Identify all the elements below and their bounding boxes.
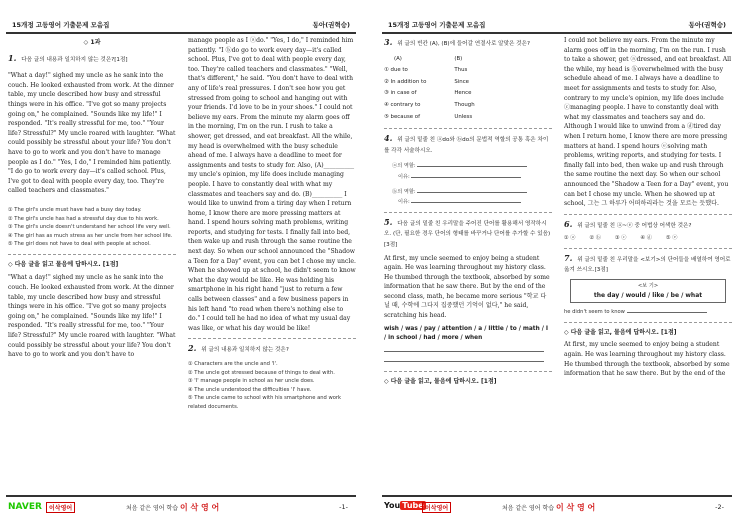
divider (8, 254, 176, 255)
passage-text: I could not believe my ears. From the minute my alarm goes off in the morning, I'm on the run. I rush to take a shower, get ⓐdressed, and eat breakfast. All the while, my head is ⓑoverwhelmed with the busy schedule ahead of me. I always have a deadline to meet for assignments and tests to study for. Also, contrary to my uncle's opinion, my life does include ⓒmanaging people. I have to constantly deal with what my classmates and teachers say and do. Although I would like to unwind from a ⓓtired day when I return home, I know there are more pressing matters at hand. I spend hours ⓔsolving math problems, writing reports, and studying for tests. I finally fall into bed, then wake up and rush through the same routine the next day. So when our school announced the "Shadow a Teen for a Day" event, you can bet I chose my uncle. When he showed up at school, 그는 그 하루가 어떠하리라는 것을 모르는 듯했다. (564, 37, 732, 208)
answer-option[interactable]: ③ ⓒ (615, 235, 627, 242)
answer-field[interactable] (384, 345, 552, 356)
logo-tube: Tube (402, 501, 424, 510)
page-number: -2- (715, 503, 724, 511)
answer-option[interactable]: ③ The girl's uncle doesn't understand her school life very well. (8, 224, 171, 231)
brand-logo: 이삭영어 (422, 502, 451, 513)
question-instruction: 위 글의 내용과 일치하지 않는 것은? (201, 347, 289, 354)
question-6-heading: ◇ 다음 글을 읽고, 물음에 답하시오. [1점] (384, 378, 497, 386)
divider (384, 128, 552, 129)
answer-label: 이유: (398, 199, 410, 206)
question-1-heading (8, 54, 176, 66)
question-instruction: 위 글의 밑줄 친 우리말을 <보기>의 단어들을 배열하여 영어로 옮겨 쓰시오.[3점] (564, 256, 731, 274)
question-8-heading: ◇ 다음 글을 읽고, 물음에 답하시오. [1점] (564, 328, 677, 336)
page-1 (4, 0, 360, 525)
page-footer (382, 495, 732, 517)
answer-field[interactable] (564, 306, 732, 317)
answer-option[interactable]: ① ⓐ (564, 235, 576, 242)
passage-text: At first, my uncle seemed to enjoy being a student again. He was learning throughout my history class. He thumbed through the textbook, absorbed by some information that he saw there. But by the end of the (564, 341, 730, 378)
answer-option[interactable]: ① The girl's uncle must have had a busy day today. (8, 206, 142, 213)
option-a: ② In addition to (384, 78, 427, 85)
answer-line[interactable] (627, 306, 707, 313)
youtube-logo[interactable] (384, 501, 426, 510)
word-bank: wish / was / pay / attention / a / little / to / math / I / in school / had / more / when (384, 325, 549, 342)
answer-field-a[interactable] (392, 160, 552, 171)
word-box-title: <보 기> (637, 283, 659, 290)
table-row[interactable] (384, 77, 483, 89)
answer-line[interactable] (417, 186, 527, 193)
answer-line[interactable] (411, 196, 521, 203)
column-header: (A) (394, 55, 402, 62)
header-publisher: 동아(권혁승) (688, 21, 726, 29)
option-b: Hence (454, 90, 472, 97)
answer-option[interactable]: ③ 'I' manage people in school as her uncle does. (188, 378, 315, 385)
page-header (382, 18, 732, 34)
table-row[interactable] (384, 65, 483, 77)
answer-option[interactable]: ② ⓑ (589, 235, 601, 242)
page-number: -1- (339, 503, 348, 511)
divider (384, 371, 552, 372)
question-instruction: 위 글의 빈칸 (A), (B)에 들어갈 연결사로 알맞은 것은? (397, 41, 530, 47)
question-2-subheading (188, 344, 356, 356)
footer-tagline (502, 502, 595, 513)
answer-option[interactable]: ④ ⓓ (640, 235, 652, 242)
divider (564, 322, 732, 323)
brand-name: 이 삭 영 어 (556, 503, 596, 512)
footer-tagline (126, 502, 219, 513)
right-column (564, 36, 732, 380)
header-title: 15개정 고등영어 기출문제 모음집 (388, 21, 486, 29)
tagline-text: 처음 같은 영어 학습 (126, 505, 179, 512)
question-instruction: 다음 글의 내용과 일치하지 않는 것은?[1점] (21, 56, 128, 63)
header-publisher: 동아(권혁승) (312, 21, 350, 29)
option-a: ⑤ because of (384, 113, 421, 120)
answer-label: ⓐ의 역할: (392, 163, 416, 170)
question-number: 7. (564, 252, 573, 263)
column-header: (B) (454, 55, 463, 62)
question-2-heading: ◇ 다음 글을 읽고 물음에 답하시오. [1점] (8, 260, 119, 268)
table-header-row (384, 54, 483, 66)
question-6-subheading (564, 220, 732, 232)
lesson-label: ◇ 1과 (83, 39, 101, 46)
passage-text: At first, my uncle seemed to enjoy being a student again. He was learning throughout my history class. He thumbed through the textbook, absorbed by some information that he saw there. But by the end of the second class, math, he became more serious "학교 다닐 때, 수학에 그다지 집중했던 기억이 없다," he said, scratching his head. (384, 254, 550, 320)
answer-line[interactable] (384, 345, 544, 352)
brand-logo: 이삭영어 (46, 502, 75, 513)
connector-options-table (384, 54, 483, 124)
answer-options (564, 234, 732, 243)
left-column (8, 38, 176, 361)
answer-line[interactable] (417, 160, 527, 167)
divider (564, 214, 732, 215)
answer-label: 이유: (398, 173, 410, 180)
answer-option[interactable]: ④ The girl has as much stress as her uncle from her school life. (8, 232, 173, 239)
option-b: Since (454, 78, 469, 85)
question-number: 3. (384, 37, 393, 47)
option-b: Though (454, 101, 475, 108)
answer-option[interactable]: ④ The uncle understood the difficulties 'I' have. (188, 386, 312, 393)
page-header (6, 18, 356, 34)
passage-text: "What a day!" sighed my uncle as he sank into the couch. He looked exhausted from work. At the dinner table, my uncle described how busy and stressful things were in his office. "I've got so many projects going on," he complained. "Sounds like my life!" I responded. "It's really stressful for me, too." "Your life? Stressful?" My uncle roared with laughter. "What could possibly be stressful about your life? You don't have to go to work and you don't have to manage people as I do." "Yes, I do," I reminded him patiently. "I do go to work every day—it's called school. Plus, I've got to deal with people every day, too. They're called teachers and classmates." (8, 72, 176, 195)
answer-options (188, 360, 356, 412)
question-5-heading (384, 218, 552, 251)
left-column (384, 38, 552, 388)
question-instruction: 위 글의 밑줄 친 ⓐdo와 ⓑdo의 문법적 역할의 공통 혹은 차이를 각각 서술하시오. (384, 137, 549, 154)
answer-label: ⓑ의 역할: (392, 188, 416, 195)
table-row[interactable] (384, 100, 483, 112)
naver-logo[interactable]: NAVER (8, 502, 42, 512)
answer-options (8, 206, 176, 249)
answer-line[interactable] (411, 171, 521, 178)
tagline-text: 처음 같은 영어 학습 (502, 505, 555, 512)
option-b: Thus (454, 67, 468, 74)
answer-option[interactable]: ⑤ ⓔ (666, 235, 678, 242)
answer-field-b[interactable] (392, 186, 552, 197)
word-box-words: the day / would / like / be / what (593, 291, 703, 299)
brand-name: 이 삭 영 어 (180, 503, 220, 512)
answer-field-a-reason[interactable] (398, 171, 552, 182)
passage-text: "What a day!" sighed my uncle as he sank into the couch. He looked exhausted from work. At the dinner table, my uncle described how busy and stressful things were in his office. "I've got so many projects going on," he complained. "Sounds like my life!" I responded. "It's really stressful for me, too." "Your life? Stressful?" My uncle roared with laughter. "What could possibly be stressful about your life? You don't have to go to work and you don't have to (8, 274, 176, 359)
option-a: ③ in case of (384, 90, 417, 97)
question-number: 6. (564, 218, 573, 229)
answer-option[interactable]: ① Characters are the uncle and 'I'. (188, 361, 278, 367)
divider (564, 248, 732, 249)
page-footer (6, 495, 356, 517)
question-number: 4. (384, 133, 393, 144)
question-number: 2. (188, 343, 197, 354)
question-4-heading (384, 134, 552, 156)
table-row[interactable] (384, 112, 483, 124)
divider (188, 338, 356, 339)
question-7-heading (564, 254, 732, 276)
question-3-heading (384, 38, 552, 50)
answer-field[interactable] (384, 355, 552, 366)
answer-option[interactable]: ② The girl's uncle has had a stressful day due to his work. (8, 215, 159, 222)
page-2 (380, 0, 736, 525)
answer-option[interactable]: ⑤ The girl does not have to deal with people at school. (8, 241, 151, 248)
logo-you: You (384, 501, 401, 510)
option-b: Unless (454, 113, 473, 120)
answer-option[interactable]: ⑤ The uncle came to school with his smartphone and work related documents. (188, 395, 342, 410)
answer-line[interactable] (384, 355, 544, 362)
divider (384, 212, 552, 213)
word-box (570, 279, 726, 303)
question-instruction: 위 글의 밑줄 친 ⓐ~ⓔ 중 어법상 어색한 것은? (577, 222, 692, 229)
option-a: ① due to (384, 67, 408, 74)
option-a: ④ contrary to (384, 101, 421, 108)
passage-text: manage people as I ⓐdo." "Yes, I do," I reminded him patiently. "I ⓑdo go to work every day—it's called school. Plus, I've got to deal with people every day, too. They're called teachers and classmates." "Well, that's different," he said. "You don't have to deal with any of life's real pressures. I don't see how you get stressed from going to school and hanging out with your friends. I'd love to be in your shoes." I could not believe my ears. From the minute my alarm goes off in the morning, I'm on the run. I rush to take a shower, get dressed, and eat breakfast. All the while, my head is overwhelmed with the busy schedule ahead of me. I always have a deadline to meet for assignments and tests to study for. Also, (A)__________ my uncle's opinion, my life does include managing people. I have to constantly deal with what my classmates and teachers say and do. (B)__________ I would like to unwind from a tiring day when I return home, I know there are more pressing matters at hand. I spend hours solving math problems, writing reports, and studying for tests. I finally fall into bed, then wake up and rush through the same routine the next day. So when our school announced the "Shadow a Teen for a Day" event, you can bet I chose my uncle. When he showed up at school, he didn't seem to know what the day would be like. He was holding his smartphone in his right hand "just to return a few calls between classes" and a few business papers in his left hand "to read when there's nothing else to do." I could tell he had no idea of what my usual day was like, or what his day would be like! (188, 37, 356, 332)
answer-option[interactable]: ② The uncle got stressed because of things to deal with. (188, 369, 335, 376)
answer-field-b-reason[interactable] (398, 196, 552, 207)
table-row[interactable] (384, 88, 483, 100)
question-number: 1. (8, 52, 17, 63)
answer-prefix: he didn't seem to know (564, 309, 625, 316)
header-title: 15개정 고등영어 기출문제 모음집 (12, 21, 110, 29)
question-number: 5. (384, 216, 393, 227)
question-instruction: 다음 글의 밑줄 친 우리말을 주어진 단어를 활용해서 영작하시오. (단, 필요한 경우 단어의 형태를 바꾸거나 단어를 추가할 수 있음)[3점] (384, 220, 551, 248)
right-column (188, 36, 356, 412)
